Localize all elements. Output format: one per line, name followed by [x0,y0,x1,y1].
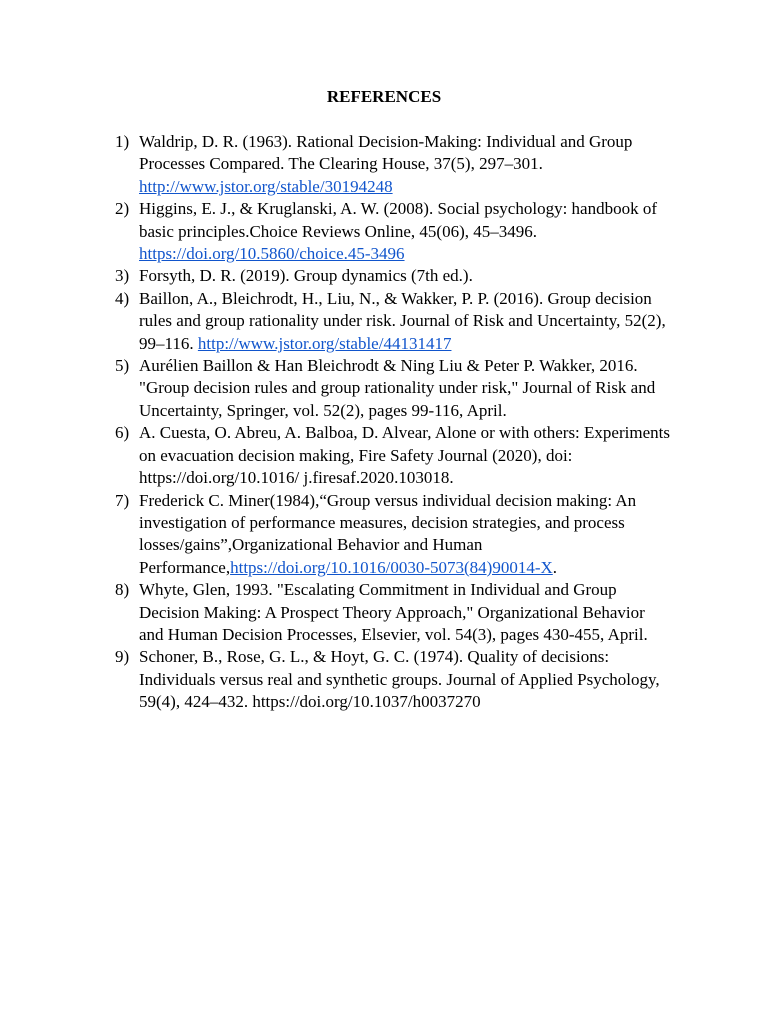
reference-list [0,131,768,714]
reference-link[interactable]: http://www.jstor.org/stable/30194248 [139,176,393,196]
reference-link[interactable]: http://www.jstor.org/stable/44131417 [197,333,452,353]
reference-text: Aurélien Baillon & Han Bleichrodt & Ning Liu & Peter P. Wakker, 2016. "Group decision rules and group rationality under risk," Journal of Risk and Uncertainty, Springer, vol. 52(2), pages 99-116, April. [139,356,656,420]
reference-number: 6) [115,423,130,443]
reference-text: Higgins, E. J., & Kruglanski, A. W. (2008). Social psychology: handbook of basic principles.Choice Reviews Online, 45(06), 45–3496. [139,199,658,241]
reference-number: 9) [115,647,130,667]
reference-number: 1) [115,132,130,151]
reference-text: Baillon, A., Bleichrodt, H., Liu, N., & Wakker, P. P. (2016). Group decision rules and group rationality under risk. Journal of Risk and Uncertainty, 52(2), 99–116. [139,288,666,353]
reference-text: . [552,557,558,577]
reference-item [0,265,673,287]
reference-number: 2) [115,199,130,219]
reference-text: Whyte, Glen, 1993. "Escalating Commitment in Individual and Group Decision Making: A Prospect Theory Approach," Organizational Behavior and Human Decision Processes, Elsevier, vol. 54(3), pages 430-455, April. [139,580,648,644]
reference-number: 5) [115,356,130,376]
reference-link[interactable]: https://doi.org/10.5860/choice.45-3496 [139,244,405,264]
reference-item [0,579,673,646]
reference-item [0,490,673,580]
reference-text: Frederick C. Miner(1984),“Group versus individual decision making: An investigation of performance measures, decision strategies, and process losses/gains”,Organizational Behavior and Human Performance, [139,490,637,577]
reference-text: A. Cuesta, O. Abreu, A. Balboa, D. Alvear, Alone or with others: Experiments on evacuation decision making, Fire Safety Journal (2020), doi: https://doi.org/10.1016/ j.firesaf.2020.103018. [139,423,670,488]
reference-text: Waldrip, D. R. (1963). Rational Decision-Making: Individual and Group Processes Compared. The Clearing House, 37(5), 297–301. [139,132,633,174]
reference-item [0,288,673,355]
reference-text: Forsyth, D. R. (2019). Group dynamics (7th ed.). [139,266,473,286]
reference-item [0,131,673,198]
reference-number: 8) [115,580,130,600]
reference-link[interactable]: https://doi.org/10.1016/0030-5073(84)90014-X [230,557,553,577]
reference-number: 4) [115,288,130,308]
reference-number: 3) [115,266,130,286]
reference-item [0,198,673,265]
reference-item [0,422,673,489]
reference-number: 7) [115,490,130,510]
reference-text: Schoner, B., Rose, G. L., & Hoyt, G. C. (1974). Quality of decisions: Individuals versus real and synthetic groups. Journal of Applied Psychology, 59(4), 424–432. https://doi.org/10.1037/h0037270 [139,647,660,712]
reference-item [0,646,673,713]
page-title: REFERENCES [326,87,442,106]
reference-item [0,355,673,422]
